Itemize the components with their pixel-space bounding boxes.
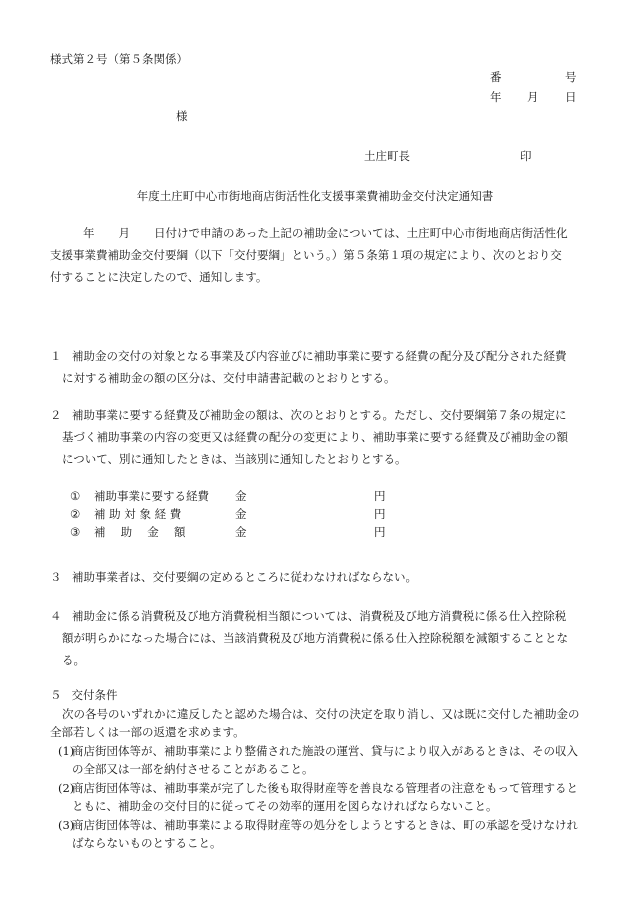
number-label: 番 <box>490 70 502 84</box>
intro-paragraph <box>50 222 590 288</box>
condition-item-2 <box>50 779 590 816</box>
condition-line: の全部又は一部を納付させることがあること。 <box>72 762 314 776</box>
intro-line-1-text: 日付けで申請のあった上記の補助金については、土庄町中心市街地商店街活性化 <box>154 226 568 240</box>
item-line: 補助金に係る消費税及び地方消費税相当額については、消費税及び地方消費税に係る仕入控除税 <box>72 609 567 623</box>
conditions-heading: 交付条件 <box>71 688 118 702</box>
amount-mark: ① <box>70 489 81 503</box>
item-number: １ <box>50 349 62 363</box>
item-line: について、別に通知したときは、当該別に通知したとおりとする。 <box>62 452 407 466</box>
amount-kin: 金 <box>235 489 247 503</box>
issuer-title: 土庄町長 <box>364 149 410 163</box>
intro-line-3: 付することに決定したので、通知します。 <box>50 270 268 284</box>
item-line: に対する補助金の額の区分は、交付申請書記載のとおりとする。 <box>62 371 396 385</box>
item-line: 補助事業者は、交付要綱の定めるところに従わなければならない。 <box>72 570 417 584</box>
condition-mark: (3) <box>58 817 75 832</box>
date-year: 年 <box>490 90 502 104</box>
amount-yen: 円 <box>374 525 386 539</box>
amount-label: 補 助 対 象 経 費 <box>94 507 182 521</box>
date-month: 月 <box>527 90 539 104</box>
condition-line: 商店街団体等は、補助事業による取得財産等の処分をしようとするときは、町の承認を受けなけれ <box>72 817 578 832</box>
date-day: 日 <box>565 90 577 104</box>
amount-row <box>70 505 386 523</box>
seal-mark: 印 <box>520 149 532 163</box>
item-number: ２ <box>50 408 62 422</box>
item-line: る。 <box>62 653 85 667</box>
condition-line: ともに、補助金の交付目的に従ってその効率的運用を図らなければならないこと。 <box>72 799 498 813</box>
conditions-number: ５ <box>50 688 62 702</box>
condition-line: 商店街団体等は、補助事業が完了した後も取得財産等を善良なる管理者の注意をもって管理すると <box>72 780 578 795</box>
item-2 <box>50 404 590 470</box>
condition-line: 商店街団体等が、補助事業により整備された施設の運営、貸与により収入があるときは、その収入 <box>72 743 578 758</box>
amount-row <box>70 523 386 541</box>
amount-row <box>70 487 386 505</box>
item-line: 補助金の交付の対象となる事業及び内容並びに補助事業に要する経費の配分及び配分された経費 <box>72 349 567 363</box>
conditions-heading-line <box>50 686 590 705</box>
item-3 <box>50 566 590 588</box>
item-line: 基づく補助事業の内容の変更又は経費の配分の変更により、補助事業に要する経費及び補助金の額 <box>62 430 568 444</box>
conditions-section <box>50 686 590 853</box>
conditions-intro-line: 全部若しくは一部の返還を求めます。 <box>50 725 245 739</box>
amount-kin: 金 <box>235 525 247 539</box>
intro-month: 月 <box>118 226 130 240</box>
amount-label: 補助事業に要する経費 <box>94 489 209 503</box>
addressee-suffix: 様 <box>176 109 188 123</box>
condition-item-3 <box>50 816 590 853</box>
intro-line-1 <box>50 222 590 244</box>
item-4 <box>50 605 590 671</box>
doc-title: 年度土庄町中心市街地商店街活性化支援事業費補助金交付決定通知書 <box>136 189 494 203</box>
condition-mark: (1) <box>58 743 75 758</box>
amount-kin: 金 <box>235 507 247 521</box>
amount-label: 補 助 金 額 <box>94 525 186 539</box>
condition-line: ばならないものとすること。 <box>72 836 222 850</box>
intro-year: 年 <box>83 226 95 240</box>
item-1 <box>50 345 590 389</box>
number-suffix: 号 <box>565 70 577 84</box>
form-id: 様式第２号（第５条関係） <box>50 52 188 66</box>
amount-yen: 円 <box>374 507 386 521</box>
amount-mark: ③ <box>70 525 81 539</box>
item-line: 補助事業に要する経費及び補助金の額は、次のとおりとする。ただし、交付要綱第７条の規定に <box>72 408 567 422</box>
item-number: ４ <box>50 609 62 623</box>
amount-table <box>70 487 386 541</box>
conditions-intro-line: 次の各号のいずれかに違反したと認めた場合は、交付の決定を取り消し、又は既に交付した補助金の <box>62 706 580 721</box>
item-number: ３ <box>50 570 62 584</box>
item-line: 額が明らかになった場合には、当該消費税及び地方消費税に係る仕入控除税額を減額することとな <box>62 631 568 645</box>
amount-mark: ② <box>70 507 81 521</box>
condition-item-1 <box>50 742 590 779</box>
intro-line-2: 支援事業費補助金交付要綱（以下「交付要綱」という。）第５条第１項の規定により、次のとおり交 <box>50 248 562 262</box>
condition-mark: (2) <box>58 780 75 795</box>
amount-yen: 円 <box>374 489 386 503</box>
